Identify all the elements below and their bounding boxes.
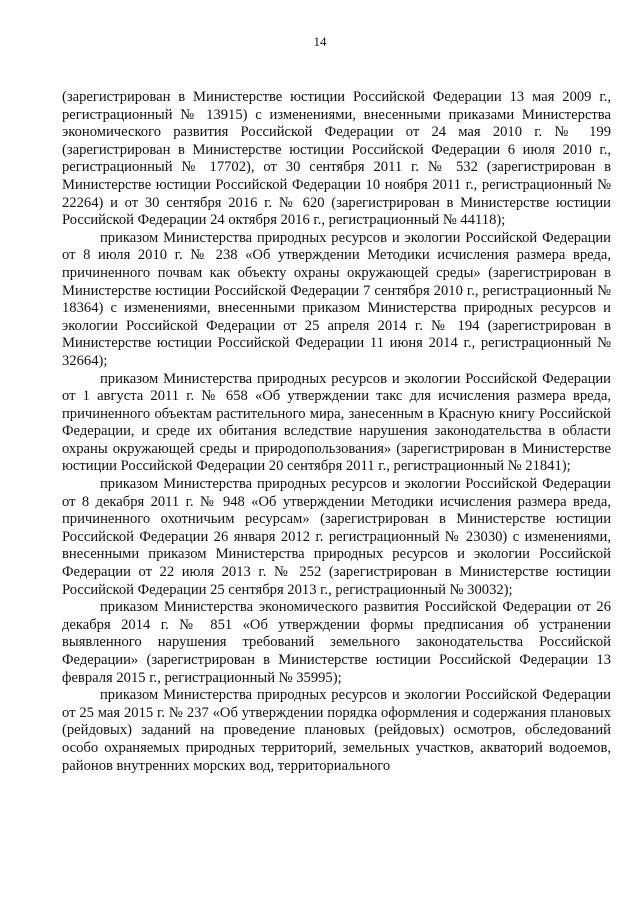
- paragraph-order-237: приказом Министерства природных ресурсов и экологии Российской Федерации от 25 мая 2015 г. № 237 «Об утверждении порядка оформления и содержания плановых (рейдовых) заданий на проведение плановых (рейдовых) осмотров, обследований особо охраняемых природных территорий, земельных участков, акваторий водоемов, районов внутренних морских вод, территориального: [62, 687, 611, 774]
- page-number: 14: [313, 34, 327, 49]
- document-body: [62, 89, 611, 775]
- paragraph-order-948: приказом Министерства природных ресурсов и экологии Российской Федерации от 8 декабря 2011 г. № 948 «Об утверждении Методики исчисления размера вреда, причиненного охотничьим ресурсам» (зарегистрирован в Министерстве юстиции Российской Федерации 26 января 2012 г. регистрационный № 23030) с изменениями, внесенными приказом Министерства природных ресурсов и экологии Российской Федерации от 22 июля 2013 г. № 252 (зарегистрирован в Министерстве юстиции Российской Федерации 25 сентября 2013 г., регистрационный № 30032);: [62, 476, 611, 598]
- paragraph-order-658: приказом Министерства природных ресурсов и экологии Российской Федерации от 1 августа 2011 г. № 658 «Об утверждении такс для исчисления размера вреда, причиненного объектам растительного мира, занесенным в Красную книгу Российской Федерации, и среде их обитания вследствие нарушения законодательства в области охраны окружающей среды и природопользования» (зарегистрирован в Министерстве юстиции Российской Федерации 20 сентября 2011 г., регистрационный № 21841);: [62, 370, 611, 475]
- paragraph-continuation: (зарегистрирован в Министерстве юстиции Российской Федерации 13 мая 2009 г., регистрационный № 13915) с изменениями, внесенными приказами Министерства экономического развития Российской Федерации от 24 мая 2010 г. № 199 (зарегистрирован в Министерстве юстиции Российской Федерации 6 июля 2010 г., регистрационный № 17702), от 30 сентября 2011 г. № 532 (зарегистрирован в Министерстве юстиции Российской Федерации 10 ноября 2011 г., регистрационный № 22264) и от 30 сентября 2016 г. № 620 (зарегистрирован в Министерстве юстиции Российской Федерации 24 октября 2016 г., регистрационный № 44118);: [62, 89, 611, 229]
- paragraph-order-238: приказом Министерства природных ресурсов и экологии Российской Федерации от 8 июля 2010 г. № 238 «Об утверждении Методики исчисления размера вреда, причиненного почвам как объекту охраны окружающей среды» (зарегистрирован в Министерстве юстиции Российской Федерации 7 сентября 2010 г., регистрационный № 18364) с изменениями, внесенными приказом Министерства природных ресурсов и экологии Российской Федерации от 25 апреля 2014 г. № 194 (зарегистрирован в Министерстве юстиции Российской Федерации 11 июня 2014 г., регистрационный № 32664);: [62, 229, 611, 369]
- paragraph-order-851: приказом Министерства экономического развития Российской Федерации от 26 декабря 2014 г. № 851 «Об утверждении формы предписания об устранении выявленного нарушения требований земельного законодательства Российской Федерации» (зарегистрирован в Министерстве юстиции Российской Федерации 13 февраля 2015 г., регистрационный № 35995);: [62, 599, 611, 686]
